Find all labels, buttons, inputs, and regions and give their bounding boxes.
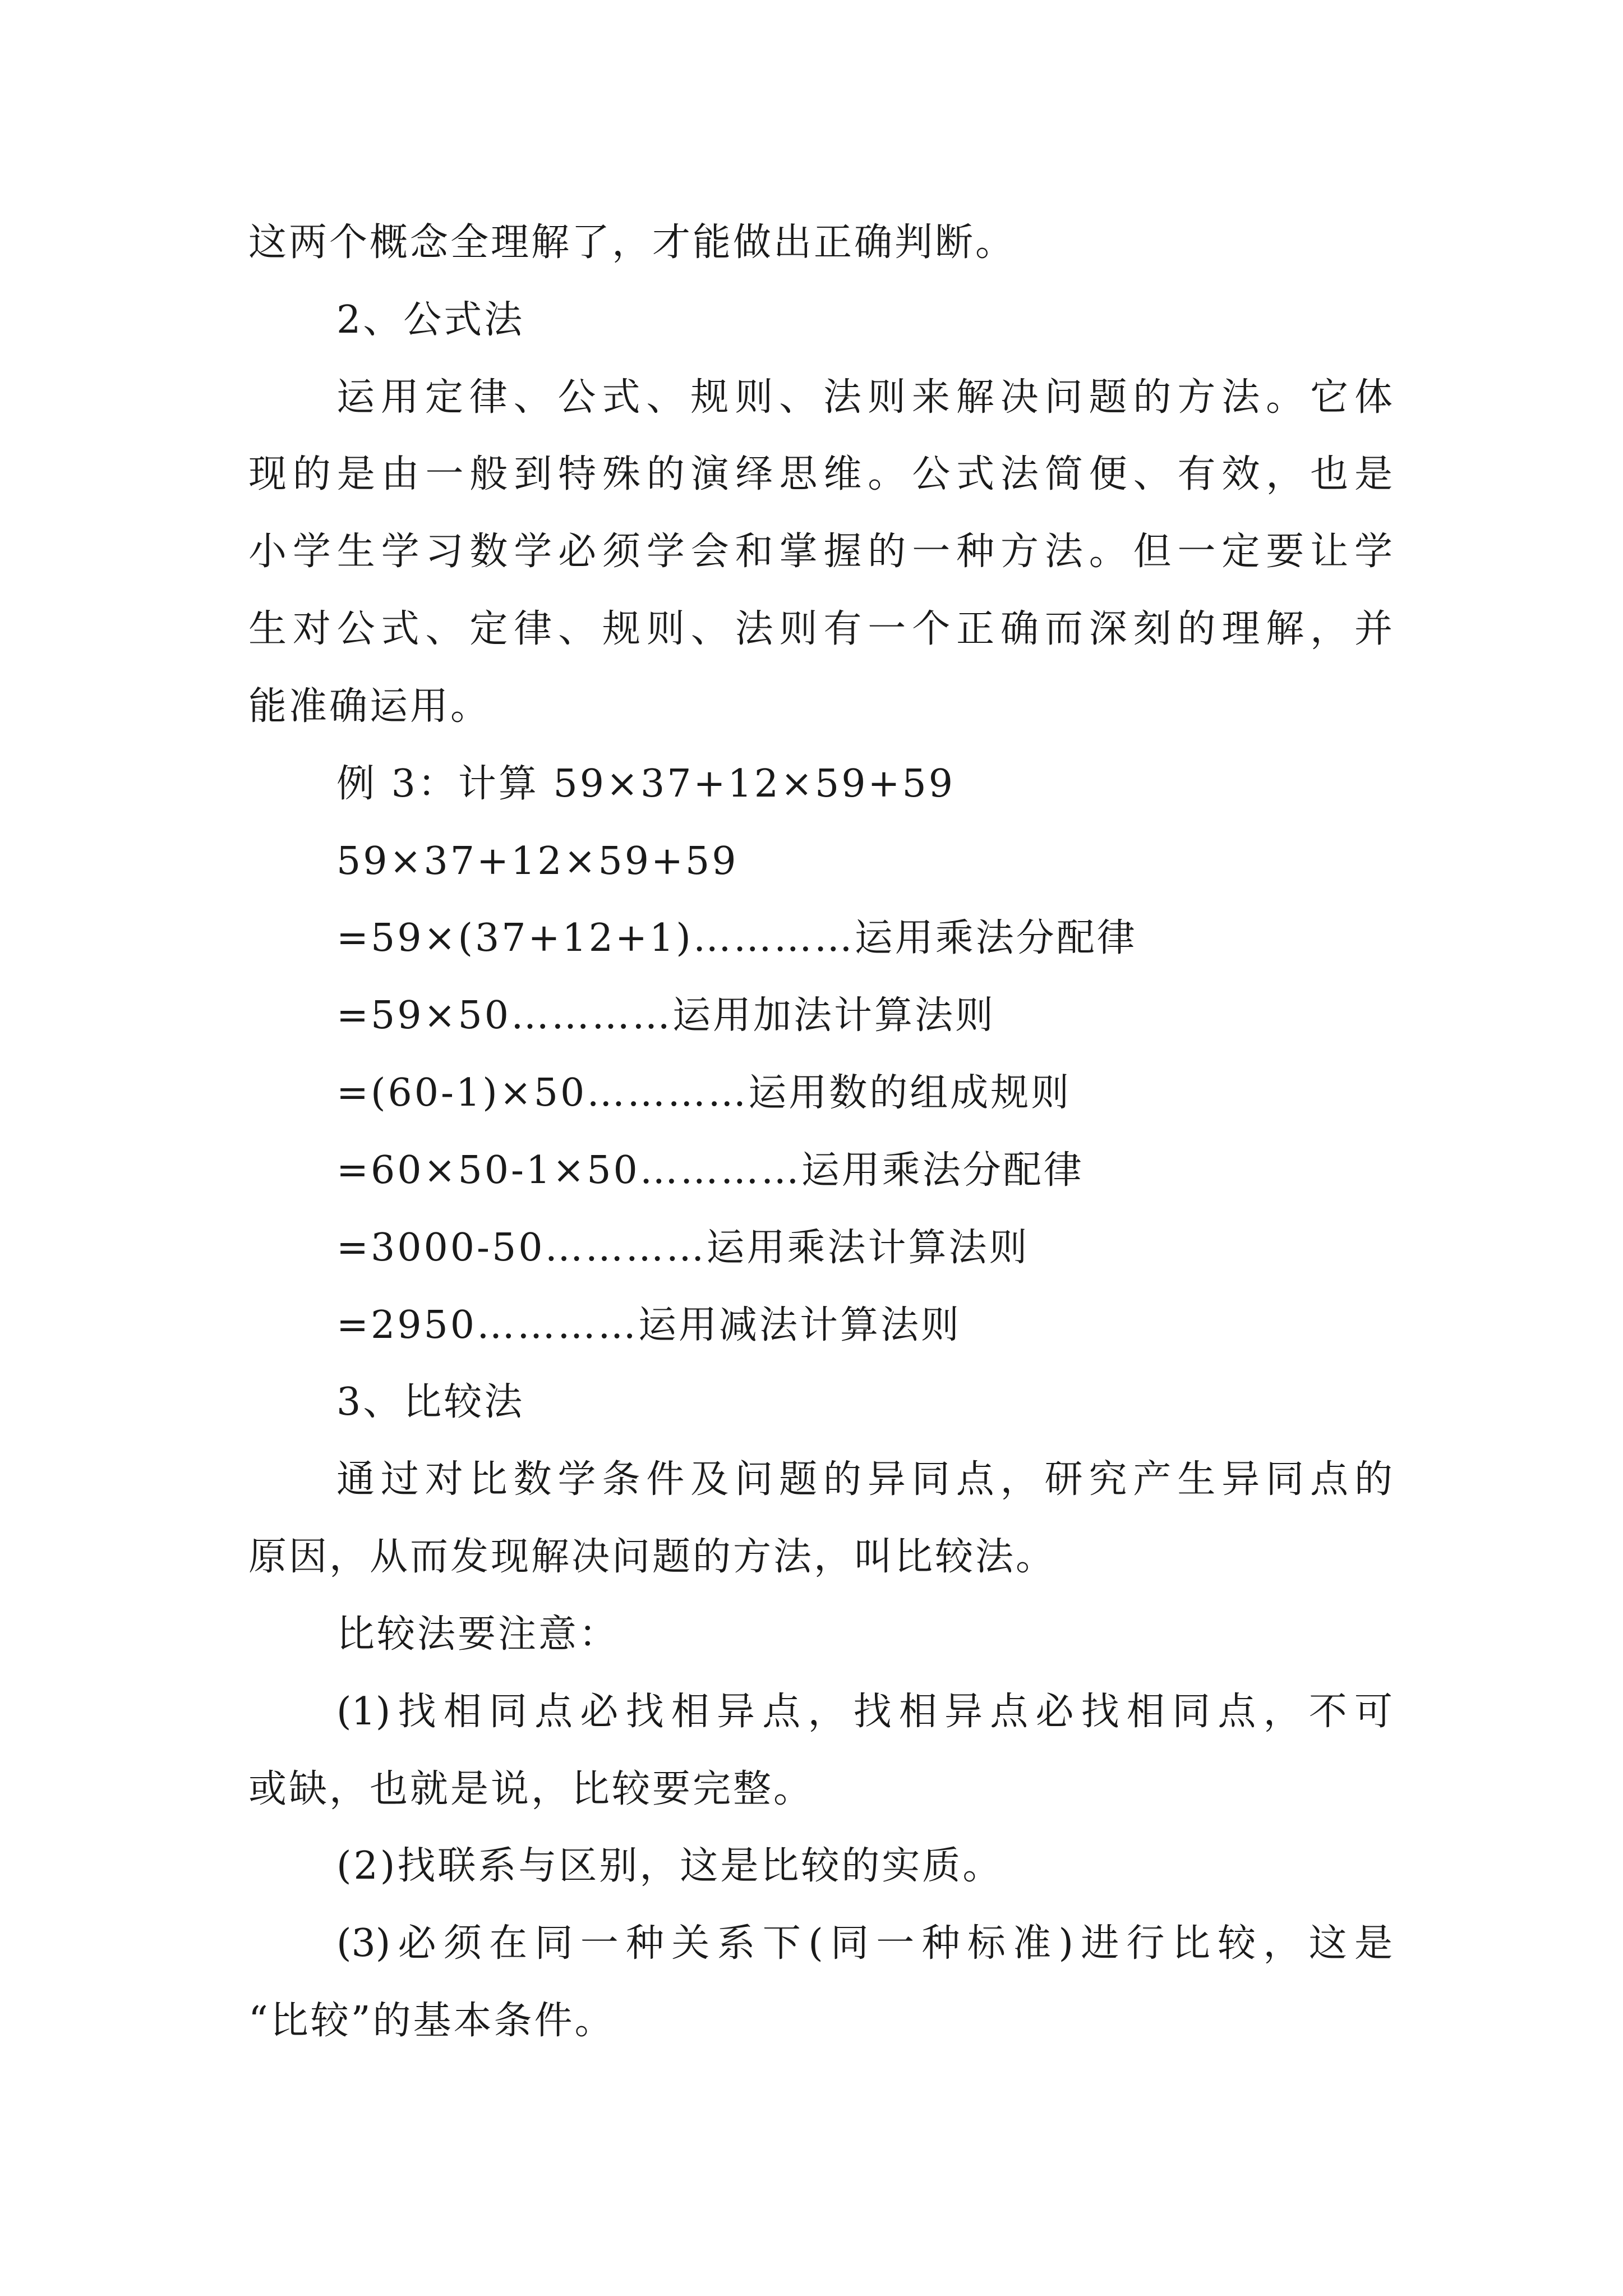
paragraph-line: 原因，从而发现解决问题的方法，叫比较法。 bbox=[248, 1535, 1057, 1579]
paragraph-line: 这两个概念全理解了，才能做出正确判断。 bbox=[248, 220, 1016, 265]
list-item-line: (1)找相同点必找相异点，找相异点必找相同点，不可 bbox=[336, 1690, 1393, 1734]
calculation-step: 59×37+12×59+59 bbox=[336, 839, 739, 884]
calculation-step: =59×(37+12+1)…………运用乘法分配律 bbox=[336, 916, 1137, 960]
paragraph-line: 运用定律、公式、规则、法则来解决问题的方法。它体 bbox=[336, 375, 1393, 420]
calculation-step: =59×50…………运用加法计算法则 bbox=[336, 993, 996, 1038]
calculation-step: =(60-1)×50…………运用数的组成规则 bbox=[336, 1071, 1072, 1115]
section-heading-comparison-method: 3、比较法 bbox=[336, 1380, 525, 1424]
example-title: 例 3：计算 59×37+12×59+59 bbox=[336, 762, 956, 806]
paragraph-line: 小学生学习数学必须学会和掌握的一种方法。但一定要让学 bbox=[248, 530, 1393, 574]
section-heading-formula-method: 2、公式法 bbox=[336, 298, 525, 342]
calculation-step: =2950…………运用减法计算法则 bbox=[336, 1303, 962, 1347]
calculation-step: =60×50-1×50…………运用乘法分配律 bbox=[336, 1148, 1084, 1193]
paragraph-line: 能准确运用。 bbox=[248, 684, 491, 729]
calculation-step: =3000-50…………运用乘法计算法则 bbox=[336, 1226, 1030, 1270]
paragraph-line: 通过对比数学条件及问题的异同点，研究产生异同点的 bbox=[336, 1457, 1393, 1502]
paragraph-line: 比较法要注意： bbox=[336, 1612, 620, 1657]
list-item-line: 或缺，也就是说，比较要完整。 bbox=[248, 1767, 814, 1811]
paragraph-line: 现的是由一般到特殊的演绎思维。公式法简便、有效，也是 bbox=[248, 452, 1393, 496]
list-item-line: (3)必须在同一种关系下(同一种标准)进行比较，这是 bbox=[336, 1921, 1393, 1966]
list-item-line: (2)找联系与区别，这是比较的实质。 bbox=[336, 1844, 1003, 1888]
list-item-line: “比较”的基本条件。 bbox=[248, 1999, 615, 2043]
paragraph-line: 生对公式、定律、规则、法则有一个正确而深刻的理解，并 bbox=[248, 607, 1393, 651]
